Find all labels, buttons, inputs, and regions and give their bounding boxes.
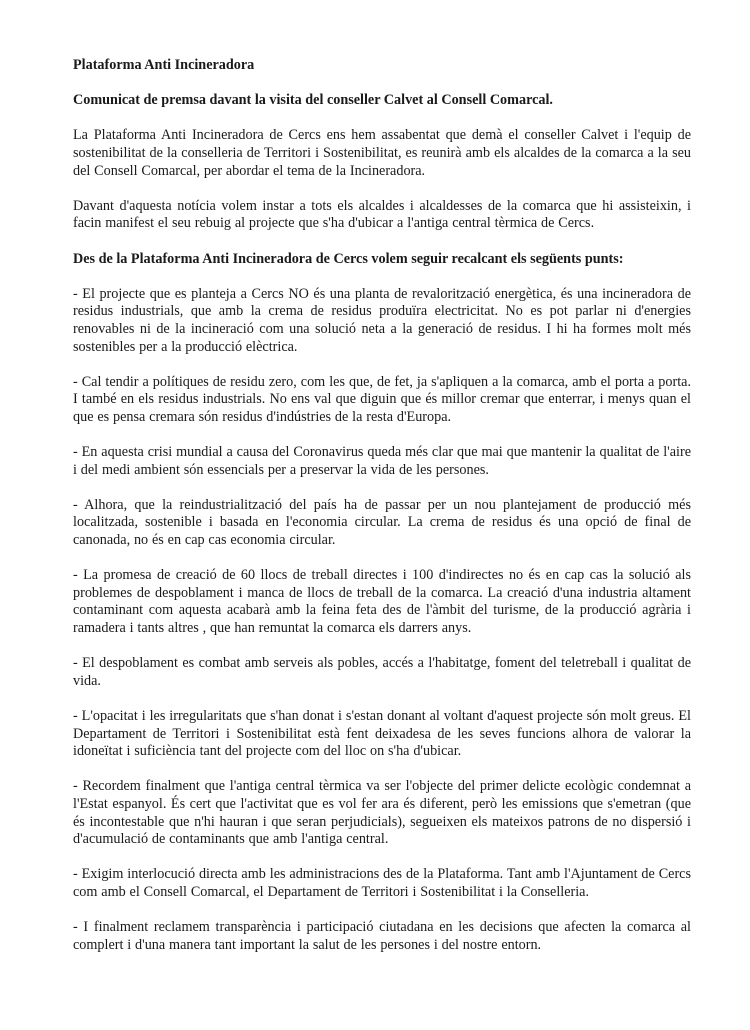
point-item: - Alhora, que la reindustrialització del país ha de passar per un nou plantejament de producció més localitzada, sostenible i basada en l'economia circular. La crema de residus és una opció de final de canonada, no és en cap cas economia circular.	[73, 496, 691, 549]
point-item: - Cal tendir a polítiques de residu zero, com les que, de fet, ja s'apliquen a la comarca, amb el porta a porta. I també en els residus industrials. No ens val que diguin que és millor cremar que enterrar, i menys quan el que es pensa cremara són residus d'indústries de la resta d'Europa.	[73, 373, 691, 425]
point-item: - En aquesta crisi mundial a causa del Coronavirus queda més clar que mai que mantenir la qualitat de l'aire i del medi ambient són essencials per a preservar la vida de les persones.	[73, 444, 691, 478]
request-paragraph: Davant d'aquesta notícia volem instar a tots els alcaldes i alcaldesses de la comarca que hi assisteixin, i facin manifest el seu rebuig al projecte que s'ha d'ubicar a l'antiga central tèrmica de Cercs.	[73, 197, 691, 232]
intro-paragraph: La Plataforma Anti Incineradora de Cercs ens hem assabentat que demà el conseller Calvet i l'equip de sostenibilitat de la conselleria de Territori i Sostenibilitat, es reunirà amb els alcaldes de la comarca a la seu del Consell Comarcal, per abordar el tema de la Incineradora.	[73, 127, 691, 179]
point-item: - I finalment reclamem transparència i participació ciutadana en les decisions que afecten la comarca al complert i d'una manera tant important la salut de les persones i del nostre entorn.	[73, 919, 691, 953]
point-item: - L'opacitat i les irregularitats que s'han donat i s'estan donant al voltant d'aquest projecte són molt greus. El Departament de Territori i Sostenibilitat està fent deixadesa de les seves funcions alhora de valorar la idoneïtat i suficiència tant del projecte com del lloc on s'ha d'ubicar.	[73, 707, 691, 760]
point-item: - El despoblament es combat amb serveis als pobles, accés a l'habitatge, foment del teletreball i qualitat de vida.	[73, 655, 691, 689]
points-heading: Des de la Plataforma Anti Incineradora de Cercs volem seguir recalcant els següents punts:	[73, 250, 624, 267]
point-item: - Exigim interlocució directa amb les administracions des de la Plataforma. Tant amb l'Ajuntament de Cercs com amb el Consell Comarcal, el Departament de Territori i Sostenibilitat i la Conselleria.	[73, 866, 691, 900]
point-item: - Recordem finalment que l'antiga central tèrmica va ser l'objecte del primer delicte ecològic condemnat a l'Estat espanyol. És cert que l'activitat que es vol fer ara és diferent, però les emissions que s'emetran (que és incontestable que n'hi hauran i que seran perjudicials), segueixen els mateixos patrons de no dispersió i d'acumulació de contaminants que amb l'antiga central.	[73, 778, 691, 848]
document-page	[73, 57, 691, 954]
press-release-title: Comunicat de premsa davant la visita del conseller Calvet al Consell Comarcal.	[73, 92, 553, 109]
point-item: - El projecte que es planteja a Cercs NO és una planta de revalorització energètica, és una incineradora de residus industrials, que amb la crema de residus produïra electricitat. No es pot parlar ni d'energies renovables ni de la incineració com una solució neta a la generació de residus. I hi ha formes molt més sostenibles per a la producció elèctrica.	[73, 285, 691, 355]
point-item: - La promesa de creació de 60 llocs de treball directes i 100 d'indirectes no és en cap cas la solució als problemes de despoblament i manca de llocs de treball de la comarca. La creació d'una industria altament contaminant com aquesta acabarà amb la feina feta des de l'àmbit del turisme, de la producció agrària i ramadera i tants altres , que han remuntat la comarca els darrers anys.	[73, 567, 691, 636]
organization-title: Plataforma Anti Incineradora	[73, 57, 255, 73]
